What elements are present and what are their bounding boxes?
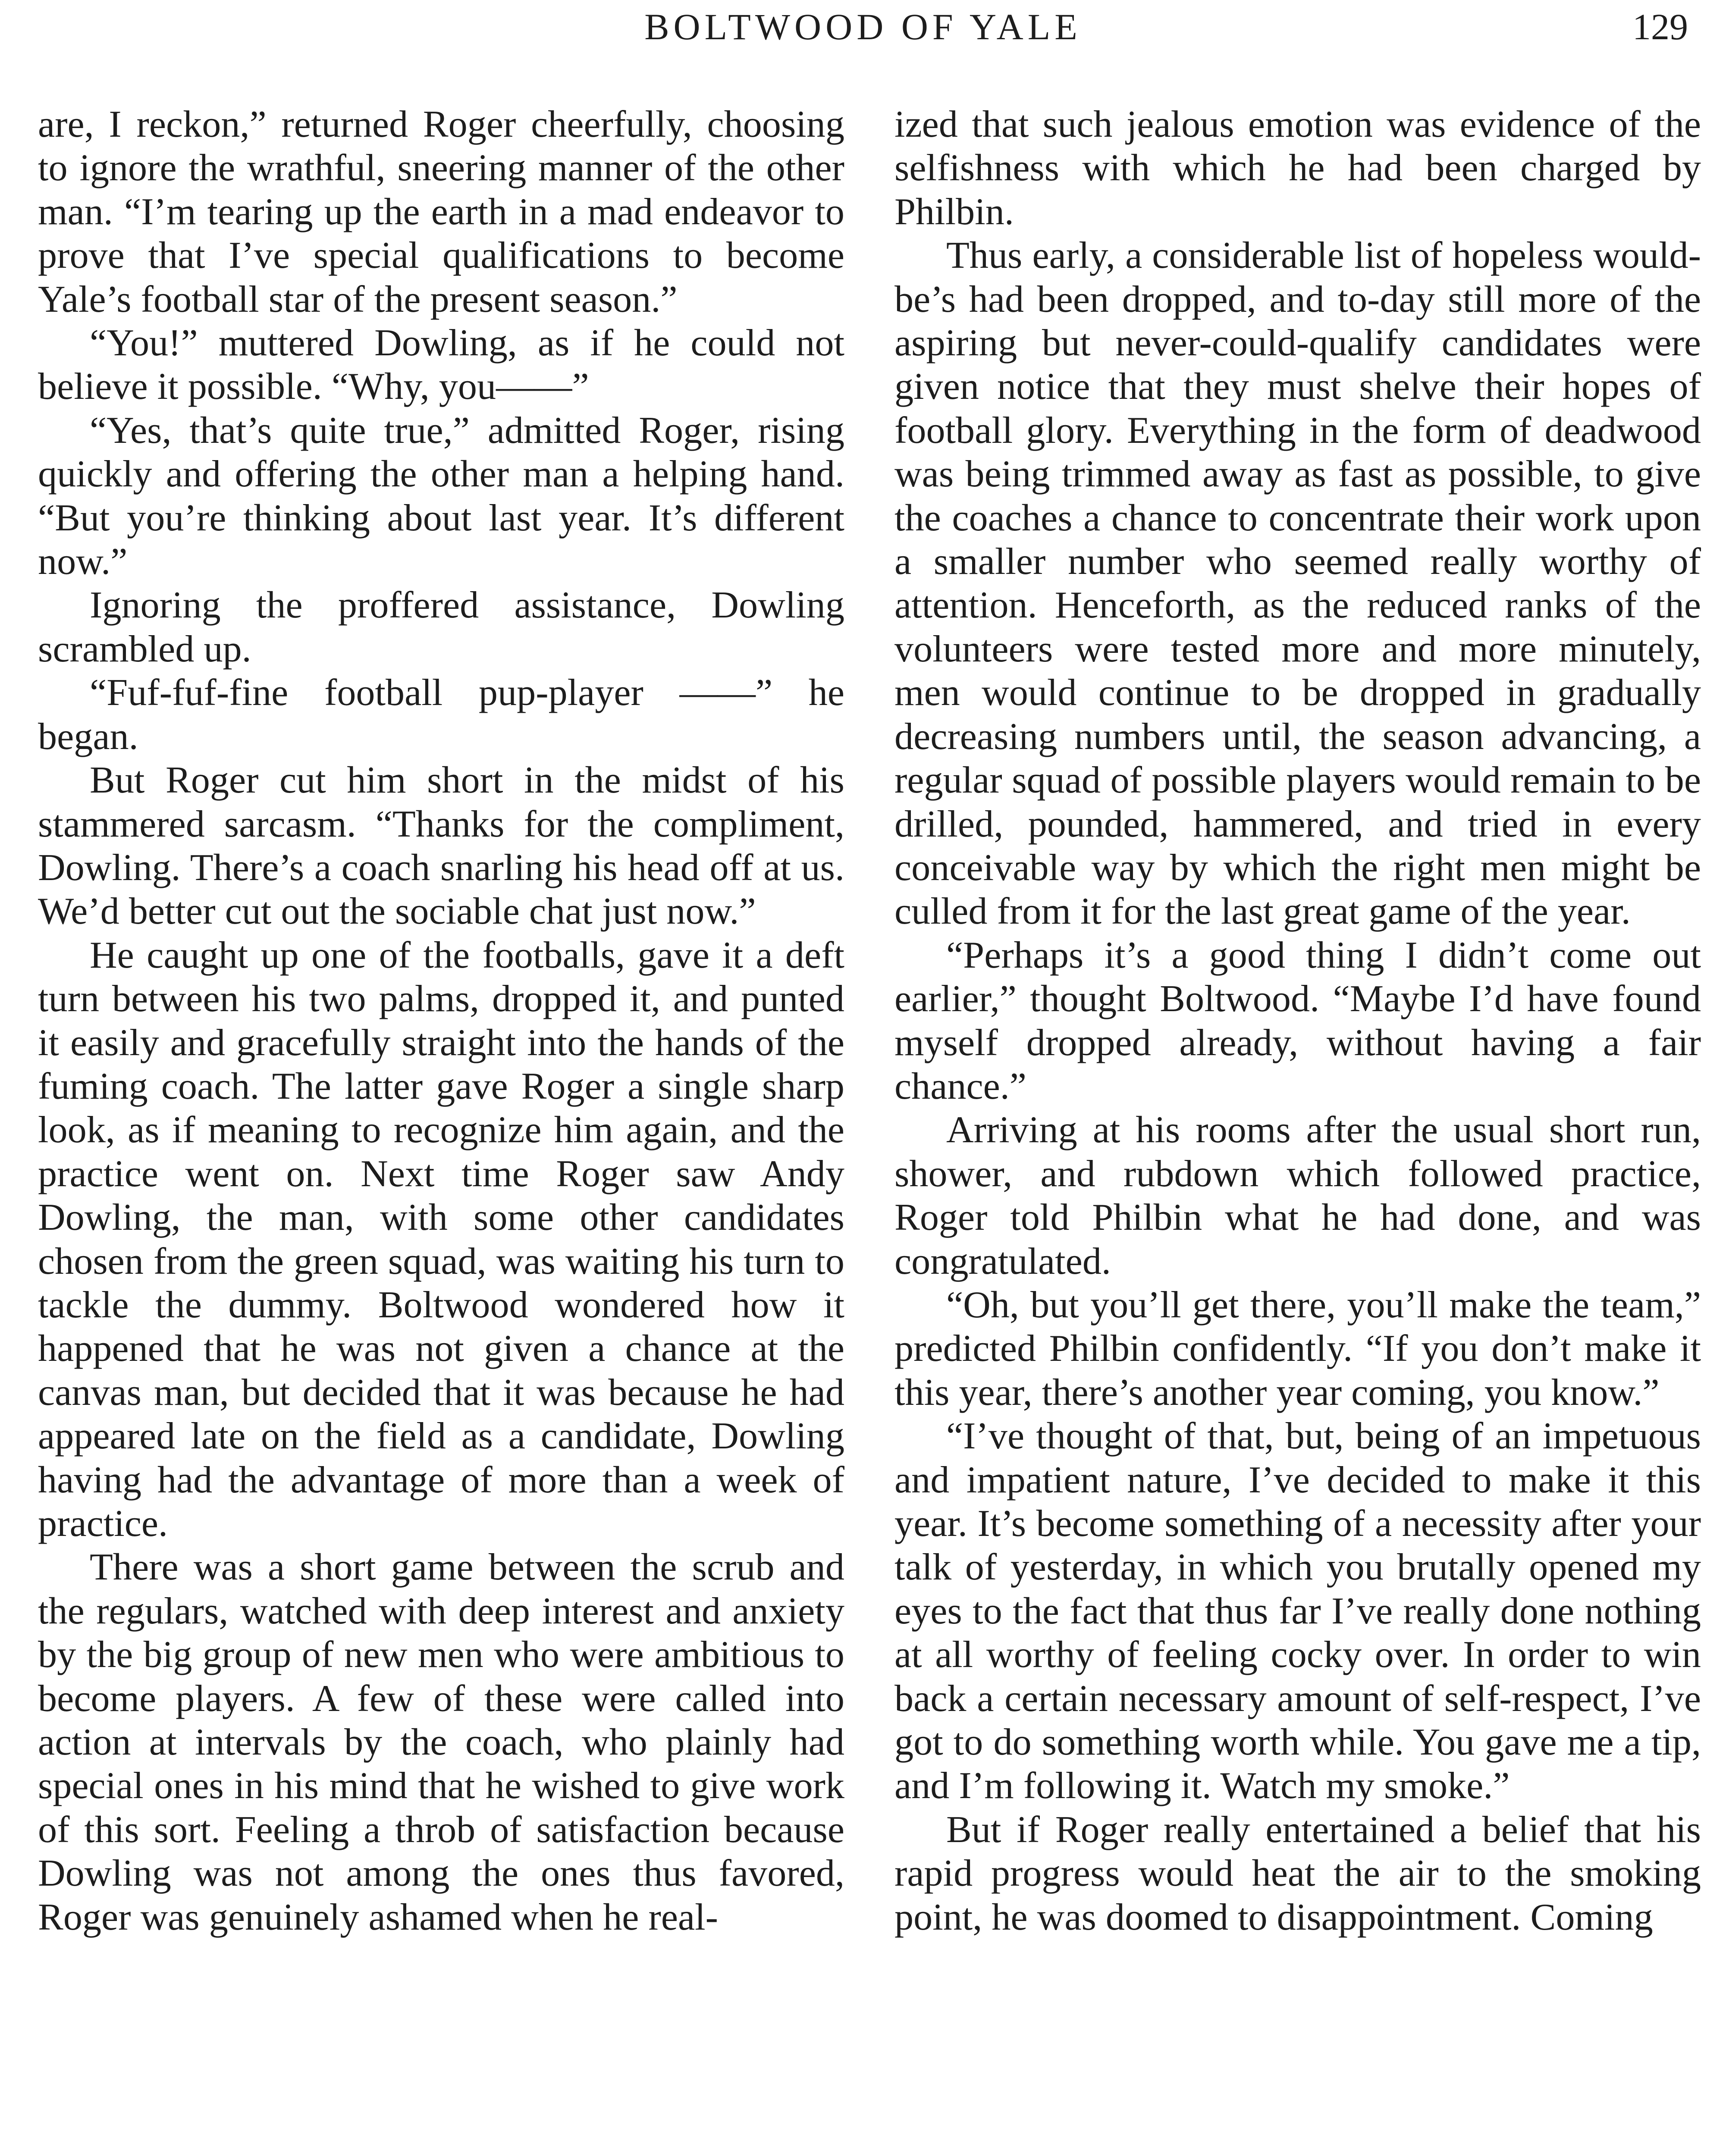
paragraph: ized that such jealous emotion was evidence of the selfishness with which he had been charged by Philbin. (894, 103, 1701, 233)
text-column-left (38, 103, 844, 1939)
paragraph: Arriving at his rooms after the usual short run, shower, and rubdown which followed practice, Roger told Philbin what he had done, and was congratulated. (894, 1109, 1701, 1282)
paragraph: are, I reckon,” returned Roger cheerfully, choosing to ignore the wrathful, sneering manner of the other man. “I’m tearing up the earth in a mad endeavor to prove that I’ve special qualifications to become Yale’s football star of the present season.” (38, 103, 844, 320)
page-number: 129 (1632, 6, 1688, 47)
paragraph: He caught up one of the footballs, gave it a deft turn between his two palms, dropped it, and punted it easily and gracefully straight into the hands of the fuming coach. The latter gave Roger a single sharp look, as if meaning to recognize him again, and the practice went on. Next time Roger saw Andy Dowling, the man, with some other candidates chosen from the green squad, was waiting his turn to tackle the dummy. Boltwood wondered how it happened that he was not given a chance at the canvas man, but decided that it was because he had appeared late on the field as a candidate, Dowling having had the advantage of more than a week of practice. (38, 934, 844, 1545)
paragraph: Thus early, a considerable list of hopeless would-be’s had been dropped, and to-day still more of the aspiring but never-could-qualify candidates were given notice that they must shelve their hopes of football glory. Everything in the form of deadwood was being trimmed away as fast as possible, to give the coaches a chance to concentrate their work upon a smaller number who seemed really worthy of attention. Henceforth, as the reduced ranks of the volunteers were tested more and more minutely, men would continue to be dropped in gradually decreasing numbers until, the season advancing, a regular squad of possible players would remain to be drilled, pounded, hammered, and tried in every conceivable way by which the right men might be culled from it for the last great game of the year. (894, 234, 1701, 933)
paragraph: “Yes, that’s quite true,” admitted Roger, rising quickly and offering the other man a helping hand. “But you’re thinking about last year. It’s different now.” (38, 409, 844, 583)
paragraph: “Oh, but you’ll get there, you’ll make the team,” predicted Philbin confidently. “If you don’t make it this year, there’s another year coming, you know.” (894, 1283, 1701, 1413)
paragraph: But Roger cut him short in the midst of his stammered sarcasm. “Thanks for the compliment, Dowling. There’s a coach snarling his head off at us. We’d better cut out the sociable chat just now.” (38, 759, 844, 933)
paragraph: “Perhaps it’s a good thing I didn’t come out earlier,” thought Boltwood. “Maybe I’d have found myself dropped already, without having a fair chance.” (894, 934, 1701, 1107)
paragraph: “Fuf-fuf-fine football pup-player ——” he began. (38, 671, 844, 758)
paragraph: There was a short game between the scrub and the regulars, watched with deep interest and anxiety by the big group of new men who were ambitious to become players. A few of these were called into action at intervals by the coach, who plainly had special ones in his mind that he wished to give work of this sort. Feeling a throb of satisfaction because Dowling was not among the ones thus favored, Roger was genuinely ashamed when he real- (38, 1546, 844, 1938)
paragraph: But if Roger really entertained a belief that his rapid progress would heat the air to the smoking point, he was doomed to disappointment. Coming (894, 1808, 1701, 1938)
paragraph: “You!” muttered Dowling, as if he could not believe it possible. “Why, you——” (38, 322, 844, 408)
text-column-right (894, 103, 1701, 1939)
running-header (0, 5, 1726, 66)
paragraph: Ignoring the proffered assistance, Dowling scrambled up. (38, 584, 844, 670)
paragraph: “I’ve thought of that, but, being of an impetuous and impatient nature, I’ve decided to make it this year. It’s become something of a necessity after your talk of yesterday, in which you brutally opened my eyes to the fact that thus far I’ve really done nothing at all worthy of feeling cocky over. In order to win back a certain necessary amount of self-respect, I’ve got to do something worth while. You gave me a tip, and I’m following it. Watch my smoke.” (894, 1415, 1701, 1807)
running-title: BOLTWOOD OF YALE (644, 6, 1082, 47)
